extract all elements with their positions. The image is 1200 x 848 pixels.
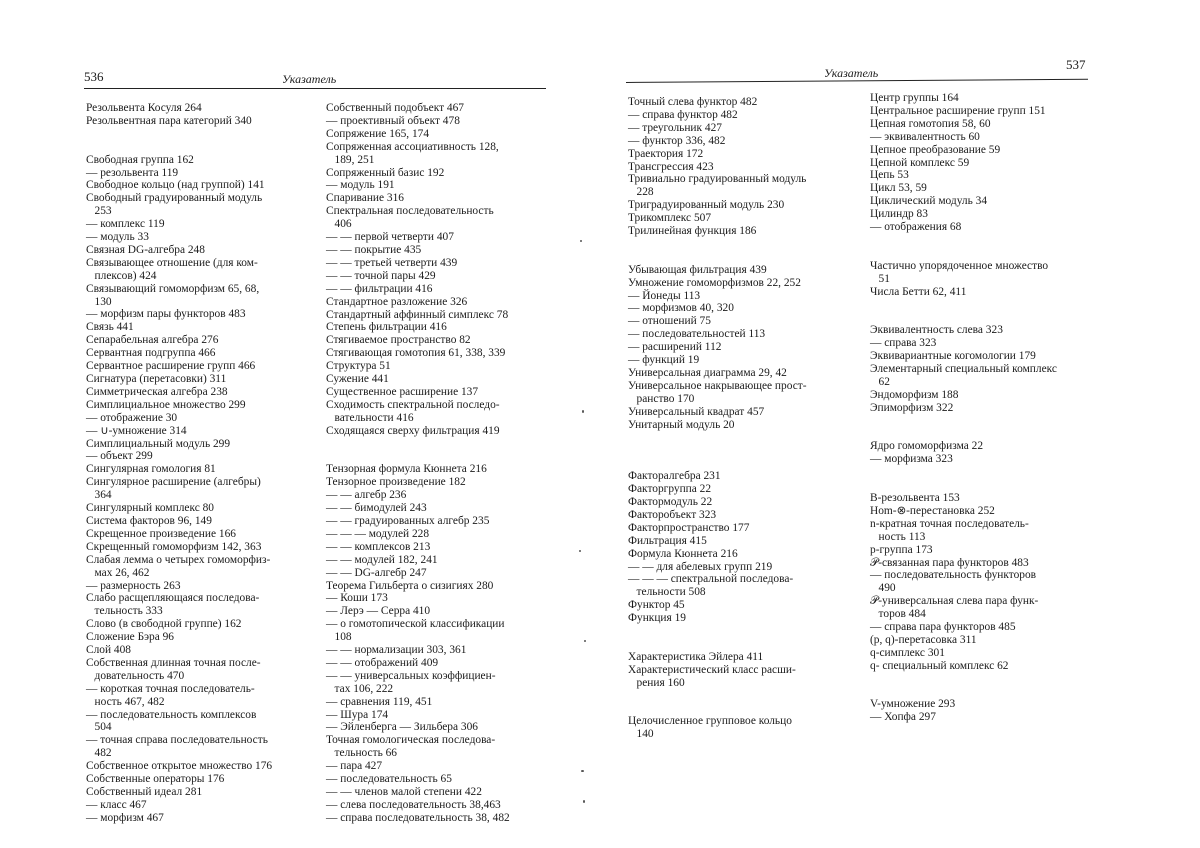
index-entry: — отображения 68	[870, 221, 962, 234]
index-entry: Трансгрессия 423	[628, 160, 714, 173]
entry-spacer	[870, 415, 1102, 428]
index-entry: — справа 323	[870, 337, 937, 350]
index-entry: Центр группы 164	[870, 92, 959, 104]
entry-spacer	[326, 450, 558, 463]
entry-spacer	[870, 234, 1102, 247]
entry-spacer	[870, 466, 1102, 479]
index-entry: Симплициальное множество 299	[86, 398, 246, 411]
index-entry: Точная гомологическая последова-	[326, 734, 496, 747]
index-entry: довательность 470	[86, 669, 185, 682]
index-entry: Сопряжение 165, 174	[326, 127, 430, 140]
index-entry: Ядро гомоморфизма 22	[870, 440, 984, 453]
index-entry: — морфизм 467	[86, 811, 164, 824]
index-entry: — — универсальных коэффициен-	[326, 669, 496, 682]
index-entry: Фильтрация 415	[628, 534, 707, 547]
index-entry: — объект 299	[86, 450, 153, 463]
index-entry: Симметрическая алгебра 238	[86, 385, 228, 398]
index-entry: — — фильтрации 416	[326, 282, 433, 295]
index-entry: Элементарный специальный комплекс	[870, 362, 1057, 375]
index-entry: Сингулярное расширение (алгебры)	[86, 476, 261, 489]
index-column-left-2	[326, 102, 558, 825]
index-entry: Триградуированный модуль 230	[628, 199, 785, 212]
index-entry: Тензорная формула Кюннета 216	[326, 463, 487, 476]
index-entry: Стандартное разложение 326	[326, 295, 468, 308]
entry-spacer	[628, 702, 864, 715]
index-entry: Частично упорядоченное множество	[870, 259, 1049, 272]
index-entry: Факторпространство 177	[628, 521, 750, 534]
index-entry: Скрещенное произведение 166	[86, 527, 236, 540]
running-head-right: Указатель	[824, 66, 879, 80]
index-entry: Связная DG-алгебра 248	[86, 243, 205, 256]
index-entry: — — модулей 182, 241	[326, 553, 438, 566]
index-entry: Свободное кольцо (над группой) 141	[86, 179, 265, 192]
entry-spacer	[628, 457, 864, 470]
index-entry: Скрещенный гомоморфизм 142, 363	[86, 540, 262, 553]
index-entry: Существенное расширение 137	[326, 385, 479, 398]
gutter-speck	[580, 240, 582, 242]
index-entry: — Коши 173	[326, 592, 388, 605]
index-entry: Собственное открытое множество 176	[86, 760, 273, 773]
entry-spacer	[628, 444, 864, 457]
index-entry: — — бимодулей 243	[326, 502, 427, 515]
index-entry: — пара 427	[326, 760, 383, 773]
index-entry: Резольвента Косуля 264	[86, 102, 202, 114]
index-entry: Слой 408	[86, 644, 132, 657]
entry-spacer	[86, 141, 322, 154]
index-entry: Фактормодуль 22	[628, 496, 713, 509]
index-entry: Цепное преобразование 59	[870, 143, 1001, 156]
index-entry: — — покрытие 435	[326, 243, 422, 256]
index-entry: — — нормализации 303, 361	[326, 644, 467, 657]
index-entry: Свободная группа 162	[86, 153, 194, 166]
index-entry: 108	[326, 631, 352, 644]
index-entry: тельность 333	[86, 605, 163, 618]
index-entry: Стягиваемое пространство 82	[326, 334, 471, 347]
index-entry: Структура 51	[326, 360, 391, 373]
index-entry: — размерность 263	[86, 579, 181, 592]
index-entry: Степень фильтрации 416	[326, 321, 447, 334]
index-entry: 𝒫-универсальная слева пара функ-	[870, 595, 1039, 608]
index-entry: Hom-⊗-перестановка 252	[870, 504, 995, 517]
index-entry: Убывающая фильтрация 439	[628, 263, 767, 276]
index-entry: Эквивариантные когомологии 179	[870, 350, 1036, 363]
gutter-speck	[579, 550, 581, 552]
index-entry: тельность 66	[326, 747, 397, 760]
index-entry: Сопряженный базис 192	[326, 166, 445, 179]
index-entry: — — точной пары 429	[326, 269, 436, 282]
index-entry: Свободный градуированный модуль	[86, 192, 263, 205]
index-entry: Траектория 172	[628, 147, 704, 160]
index-entry: — — отображений 409	[326, 656, 439, 669]
index-entry: 189, 251	[326, 153, 375, 166]
index-entry: — точная справа последовательность	[86, 734, 268, 747]
left-page	[0, 0, 590, 848]
index-entry: — последовательностей 113	[628, 328, 766, 341]
index-entry: Сингулярный комплекс 80	[86, 502, 214, 515]
index-entry: Сервантная подгруппа 466	[86, 347, 216, 360]
index-entry: Цепная гомотопия 58, 60	[870, 117, 991, 130]
index-entry: Тривиально градуированный модуль	[628, 173, 807, 186]
index-entry: — последовательность 65	[326, 773, 452, 786]
index-entry: Цепь 53	[870, 169, 909, 182]
index-entry: — — членов малой степени 422	[326, 786, 482, 798]
index-entry: Слабая лемма о четырех гомоморфиз-	[86, 553, 271, 566]
index-entry: ность 113	[870, 530, 926, 543]
index-entry: Характеристика Эйлера 411	[628, 650, 764, 663]
index-entry: Функция 19	[628, 612, 686, 625]
index-entry: Целочисленное групповое кольцо	[628, 715, 792, 728]
index-entry: 253	[86, 205, 112, 218]
index-entry: — — — модулей 228	[326, 527, 430, 540]
index-entry: — — — спектральной последова-	[628, 573, 794, 586]
index-entry: — Хопфа 297	[870, 711, 936, 724]
index-entry: V-умножение 293	[870, 698, 956, 711]
index-entry: Связывающее отношение (для ком-	[86, 256, 258, 269]
index-entry: Универсальное накрывающее прост-	[628, 379, 807, 392]
index-entry: — Эйленберга — Зильбера 306	[326, 721, 478, 734]
index-entry: (p, q)-перетасовка 311	[870, 633, 977, 646]
index-entry: Собственный подобъект 467	[326, 102, 464, 114]
index-entry: Цилиндр 83	[870, 208, 928, 221]
book-gutter	[576, 30, 594, 830]
entry-spacer	[870, 686, 1102, 699]
header-rule-right	[626, 79, 1088, 83]
index-entry: Сигнатура (перетасовки) 311	[86, 373, 227, 385]
entry-spacer	[326, 438, 558, 451]
index-entry: торов 484	[870, 608, 926, 621]
index-entry: — о гомотопической классификации	[326, 618, 505, 631]
index-column-left-1	[86, 102, 322, 825]
index-entry: — справа пара функторов 485	[870, 621, 1016, 634]
index-entry: Связь 441	[86, 321, 134, 334]
index-entry: — слева последовательность 38,463	[326, 798, 501, 811]
index-entry: Трикомплекс 507	[628, 212, 712, 225]
gutter-speck	[584, 640, 586, 642]
index-entry: — функтор 336, 482	[628, 134, 726, 147]
index-entry: Сепарабельная алгебра 276	[86, 334, 219, 347]
index-entry: Цепной комплекс 59	[870, 156, 970, 169]
index-entry: — модуль 191	[326, 179, 395, 192]
index-entry: Спектральная последовательность	[326, 205, 494, 218]
index-entry: Точный слева функтор 482	[628, 96, 758, 108]
index-entry: Трилинейная функция 186	[628, 225, 757, 238]
index-entry: n-кратная точная последователь-	[870, 517, 1029, 530]
index-entry: Сходящаяся сверху фильтрация 419	[326, 424, 500, 437]
index-entry: ность 467, 482	[86, 695, 165, 708]
index-entry: Сингулярная гомология 81	[86, 463, 216, 476]
entry-spacer	[628, 238, 864, 251]
index-entry: Стандартный аффинный симплекс 78	[326, 308, 509, 321]
index-entry: — — первой четверти 407	[326, 231, 454, 244]
index-entry: Формула Кюннета 216	[628, 547, 738, 560]
running-head-left: Указатель	[282, 72, 337, 86]
index-entry: — последовательность комплексов	[86, 708, 257, 721]
index-entry: — комплекс 119	[86, 218, 165, 231]
index-entry: — модуль 33	[86, 231, 149, 244]
index-entry: Центральное расширение групп 151	[870, 104, 1046, 117]
index-entry: Теорема Гильберта о сизигиях 280	[326, 579, 494, 592]
index-entry: B-резольвента 153	[870, 491, 960, 504]
index-entry: 130	[86, 295, 112, 308]
index-entry: — резольвента 119	[86, 166, 179, 179]
index-entry: — справа функтор 482	[628, 108, 738, 121]
index-entry: — — градуированных алгебр 235	[326, 514, 490, 527]
right-page	[600, 0, 1200, 848]
gutter-speck	[581, 770, 584, 772]
index-entry: — морфизм пары функторов 483	[86, 308, 246, 321]
index-entry: 406	[326, 218, 352, 231]
index-entry: Собственная длинная точная после-	[86, 656, 261, 669]
index-entry: Циклический модуль 34	[870, 195, 988, 208]
entry-spacer	[870, 673, 1102, 686]
index-entry: Функтор 45	[628, 599, 685, 612]
index-entry: Система факторов 96, 149	[86, 514, 212, 527]
index-entry: рения 160	[628, 676, 685, 689]
entry-spacer	[870, 479, 1102, 492]
index-entry: Эпиморфизм 322	[870, 401, 954, 414]
index-entry: — — для абелевых групп 219	[628, 560, 773, 573]
index-entry: Собственный идеал 281	[86, 786, 203, 798]
index-entry: Тензорное произведение 182	[326, 476, 466, 489]
index-entry: — класс 467	[86, 798, 147, 811]
index-entry: Характеристический класс расши-	[628, 663, 796, 676]
header-rule-left	[84, 88, 546, 89]
index-entry: — Йонеды 113	[628, 289, 701, 302]
index-entry: Цикл 53, 59	[870, 182, 927, 195]
index-entry: — короткая точная последователь-	[86, 682, 255, 695]
index-entry: — морфизмов 40, 320	[628, 302, 734, 315]
entry-spacer	[870, 247, 1102, 260]
entry-spacer	[628, 251, 864, 264]
index-entry: мах 26, 462	[86, 566, 150, 579]
index-entry: Сервантное расширение групп 466	[86, 360, 256, 373]
index-entry: 62	[870, 375, 890, 388]
index-entry: q- специальный комплекс 62	[870, 659, 1009, 672]
gutter-speck	[583, 800, 585, 803]
index-entry: — последовательность функторов	[870, 569, 1037, 582]
page-number-left: 536	[84, 69, 104, 84]
index-entry: Связывающий гомоморфизм 65, 68,	[86, 282, 260, 295]
index-entry: — проективный объект 478	[326, 114, 460, 127]
index-entry: — — алгебр 236	[326, 489, 407, 502]
index-entry: — сравнения 119, 451	[326, 695, 433, 708]
index-entry: Универсальный квадрат 457	[628, 405, 765, 418]
index-column-right-1	[628, 96, 864, 741]
index-entry: Унитарный модуль 20	[628, 418, 735, 431]
index-entry: Слабо расщепляющаяся последова-	[86, 592, 260, 605]
entry-spacer	[870, 311, 1102, 324]
entry-spacer	[86, 128, 322, 141]
index-entry: q-симплекс 301	[870, 646, 945, 659]
index-entry: Сложение Бэра 96	[86, 631, 174, 644]
index-entry: ранство 170	[628, 392, 695, 405]
index-entry: тельности 508	[628, 586, 706, 599]
entry-spacer	[628, 625, 864, 638]
index-entry: Стягивающая гомотопия 61, 338, 339	[326, 347, 506, 360]
index-entry: — эквивалентность 60	[870, 130, 980, 143]
entry-spacer	[628, 690, 864, 703]
index-entry: — Лерэ — Серра 410	[326, 605, 431, 618]
index-entry: Сходимость спектральной последо-	[326, 398, 500, 411]
index-entry: 140	[628, 728, 654, 741]
entry-spacer	[870, 427, 1102, 440]
index-entry: Числа Бетти 62, 411	[870, 285, 967, 298]
index-entry: — треугольник 427	[628, 121, 722, 134]
index-entry: 490	[870, 582, 896, 595]
entry-spacer	[628, 432, 864, 445]
index-entry: плексов) 424	[86, 269, 157, 282]
index-entry: вательности 416	[326, 411, 414, 424]
index-entry: 504	[86, 721, 112, 734]
index-entry: 51	[870, 272, 890, 285]
index-entry: Факторгруппа 22	[628, 483, 712, 496]
index-entry: Резольвентная пара категорий 340	[86, 114, 252, 127]
index-entry: — функций 19	[628, 354, 700, 367]
index-entry: — справа последовательность 38, 482	[326, 811, 510, 824]
index-entry: 228	[628, 186, 654, 199]
index-entry: — — комплексов 213	[326, 540, 431, 553]
index-entry: Сопряженная ассоциативность 128,	[326, 140, 499, 153]
index-entry: — Шура 174	[326, 708, 389, 721]
index-entry: тах 106, 222	[326, 682, 394, 695]
index-entry: Умножение гомоморфизмов 22, 252	[628, 276, 801, 289]
index-entry: Эндоморфизм 188	[870, 388, 959, 401]
index-entry: Симплициальный модуль 299	[86, 437, 231, 450]
index-entry: Факторалгебра 231	[628, 470, 721, 483]
index-entry: Слово (в свободной группе) 162	[86, 618, 242, 631]
index-entry: — отношений 75	[628, 315, 711, 328]
index-entry: — морфизма 323	[870, 453, 953, 466]
index-entry: Сужение 441	[326, 373, 389, 386]
index-entry: p-группа 173	[870, 543, 933, 556]
index-entry: — расширений 112	[628, 341, 722, 354]
entry-spacer	[870, 298, 1102, 311]
index-entry: — — третьей четверти 439	[326, 256, 458, 269]
index-entry: Спаривание 316	[326, 192, 405, 205]
index-entry: — — DG-алгебр 247	[326, 566, 427, 579]
index-entry: 364	[86, 489, 112, 502]
index-column-right-2	[870, 92, 1102, 724]
index-entry: 𝒫-связанная пара функторов 483	[870, 556, 1029, 569]
index-entry: Эквивалентность слева 323	[870, 324, 1003, 337]
page-number-right: 537	[1066, 57, 1086, 72]
index-entry: 482	[86, 747, 112, 760]
gutter-speck	[582, 410, 584, 413]
index-entry: — ∪-умножение 314	[86, 424, 187, 437]
index-entry: Факторобъект 323	[628, 508, 717, 521]
entry-spacer	[628, 638, 864, 651]
index-entry: — отображение 30	[86, 411, 178, 424]
index-entry: Универсальная диаграмма 29, 42	[628, 367, 787, 379]
index-entry: Собственные операторы 176	[86, 773, 225, 786]
